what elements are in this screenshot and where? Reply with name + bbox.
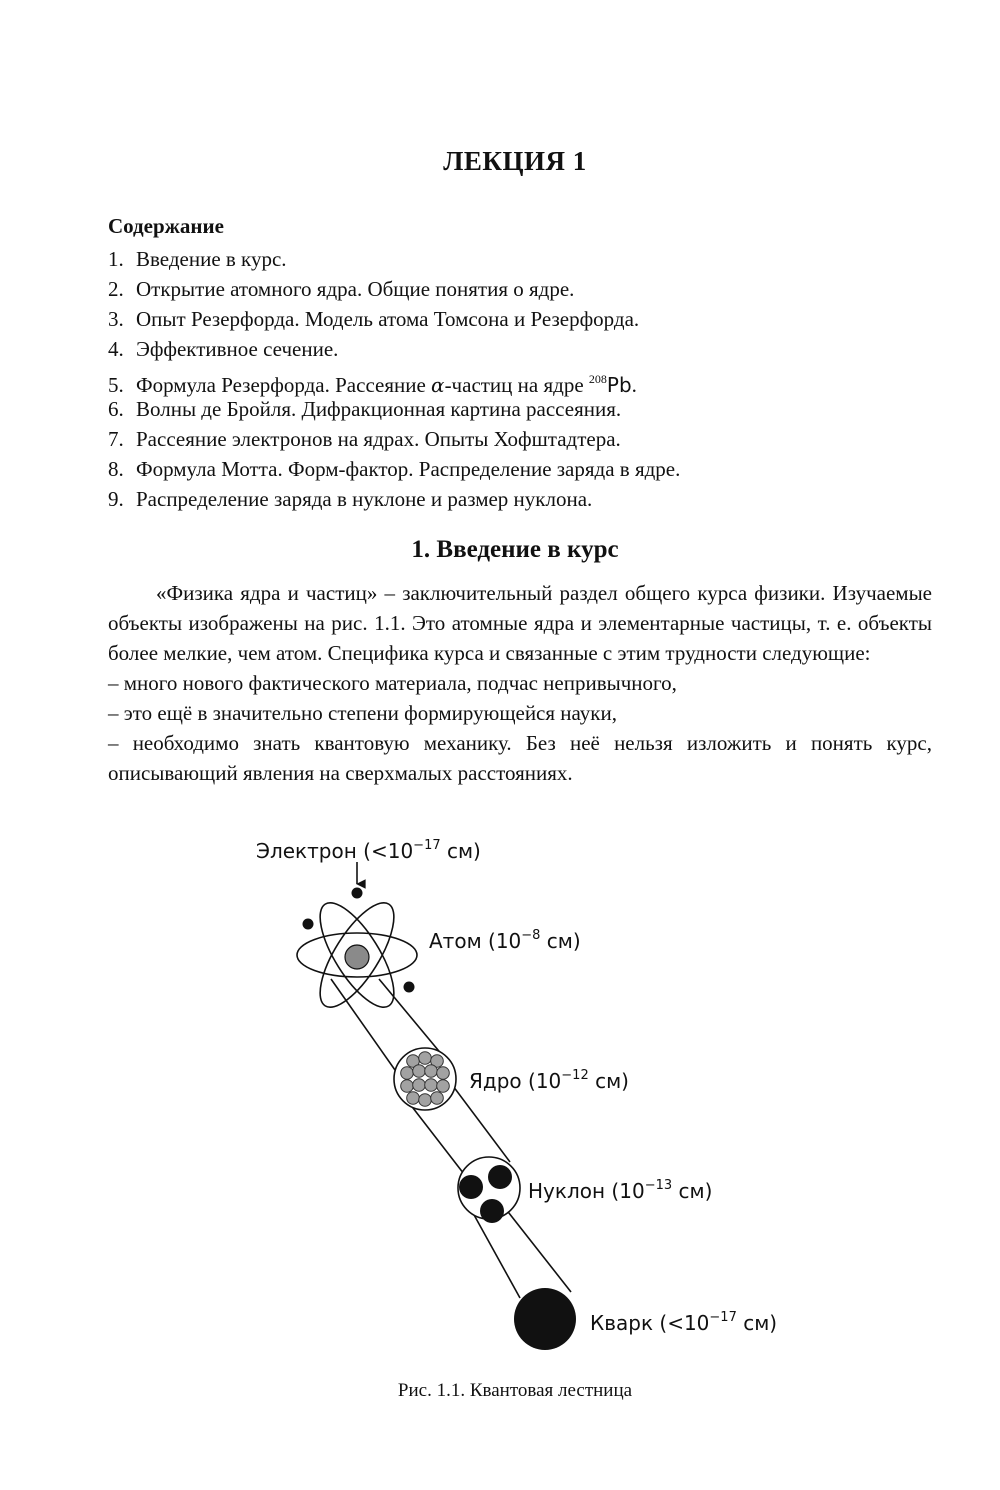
- toc-item: 9. Распределение заряда в нуклоне и размер нуклона.: [108, 487, 593, 511]
- funnel-lines: [331, 979, 571, 1298]
- electron-dot: [352, 888, 363, 899]
- toc-item: 8. Формула Мотта. Форм-фактор. Распределение заряда в ядре.: [108, 457, 681, 481]
- paragraph: – много нового фактического материала, подчас непривычного,: [108, 671, 677, 695]
- atom-icon: [297, 888, 417, 1018]
- label-nucleus: Ядро ($10^{-12}$ см): [469, 1068, 629, 1093]
- section-title: 1. Введение в курс: [411, 536, 619, 563]
- toc-item: 2. Открытие атомного ядра. Общие понятия о ядре.: [108, 277, 575, 301]
- lecture-title: ЛЕКЦИЯ 1: [443, 146, 587, 176]
- isotope-pb208: $^{208}$Pb: [588, 372, 632, 397]
- table-of-contents: [108, 244, 680, 514]
- quantum-ladder-figure: [0, 830, 1000, 1390]
- paragraph: «Физика ядра и частиц» – заключительный раздел общего курса физики. Изучаемые объекты изображены на рис. 1.1. Это атомные ядра и элементарные частицы, т. е. объекты более мелкие, чем атом. Специфика курса и связанные с этим трудности следующие:: [108, 581, 932, 665]
- toc-item: 6. Волны де Бройля. Дифракционная картина рассеяния.: [108, 397, 622, 421]
- nucleon-icon: [458, 1157, 520, 1223]
- label-atom: Атом ($10^{-8}$ см): [429, 928, 581, 953]
- toc-item: 5. Формула Резерфорда. Рассеяние α-частиц на ядре $^{208}$Pb.: [108, 372, 637, 397]
- contents-heading: Содержание: [108, 214, 224, 238]
- electron-dot: [404, 982, 415, 993]
- toc-item: 4. Эффективное сечение.: [108, 337, 339, 361]
- toc-item: 1. Введение в курс.: [108, 247, 287, 271]
- figure-caption: Рис. 1.1. Квантовая лестница: [397, 1380, 633, 1401]
- paragraph: – это ещё в значительно степени формирующейся науки,: [108, 701, 617, 725]
- section-body: [108, 578, 932, 788]
- electron-dot: [303, 919, 314, 930]
- nucleus-icon: [394, 1048, 456, 1110]
- label-electron: Электрон ($<10^{-17}$ см): [256, 838, 481, 863]
- paragraph: – необходимо знать квантовую механику. Без неё нельзя изложить и понять курс, описывающий явления на сверхмалых расстояниях.: [108, 731, 932, 785]
- quark-icon: [514, 1288, 576, 1350]
- label-nucleon: Нуклон ($10^{-13}$ см): [528, 1178, 713, 1203]
- toc-item: 3. Опыт Резерфорда. Модель атома Томсона и Резерфорда.: [108, 307, 640, 331]
- label-quark: Кварк ($<10^{-17}$ см): [590, 1310, 778, 1335]
- toc-item: 7. Рассеяние электронов на ядрах. Опыты Хофштадтера.: [108, 427, 621, 451]
- alpha-symbol: α: [431, 373, 445, 397]
